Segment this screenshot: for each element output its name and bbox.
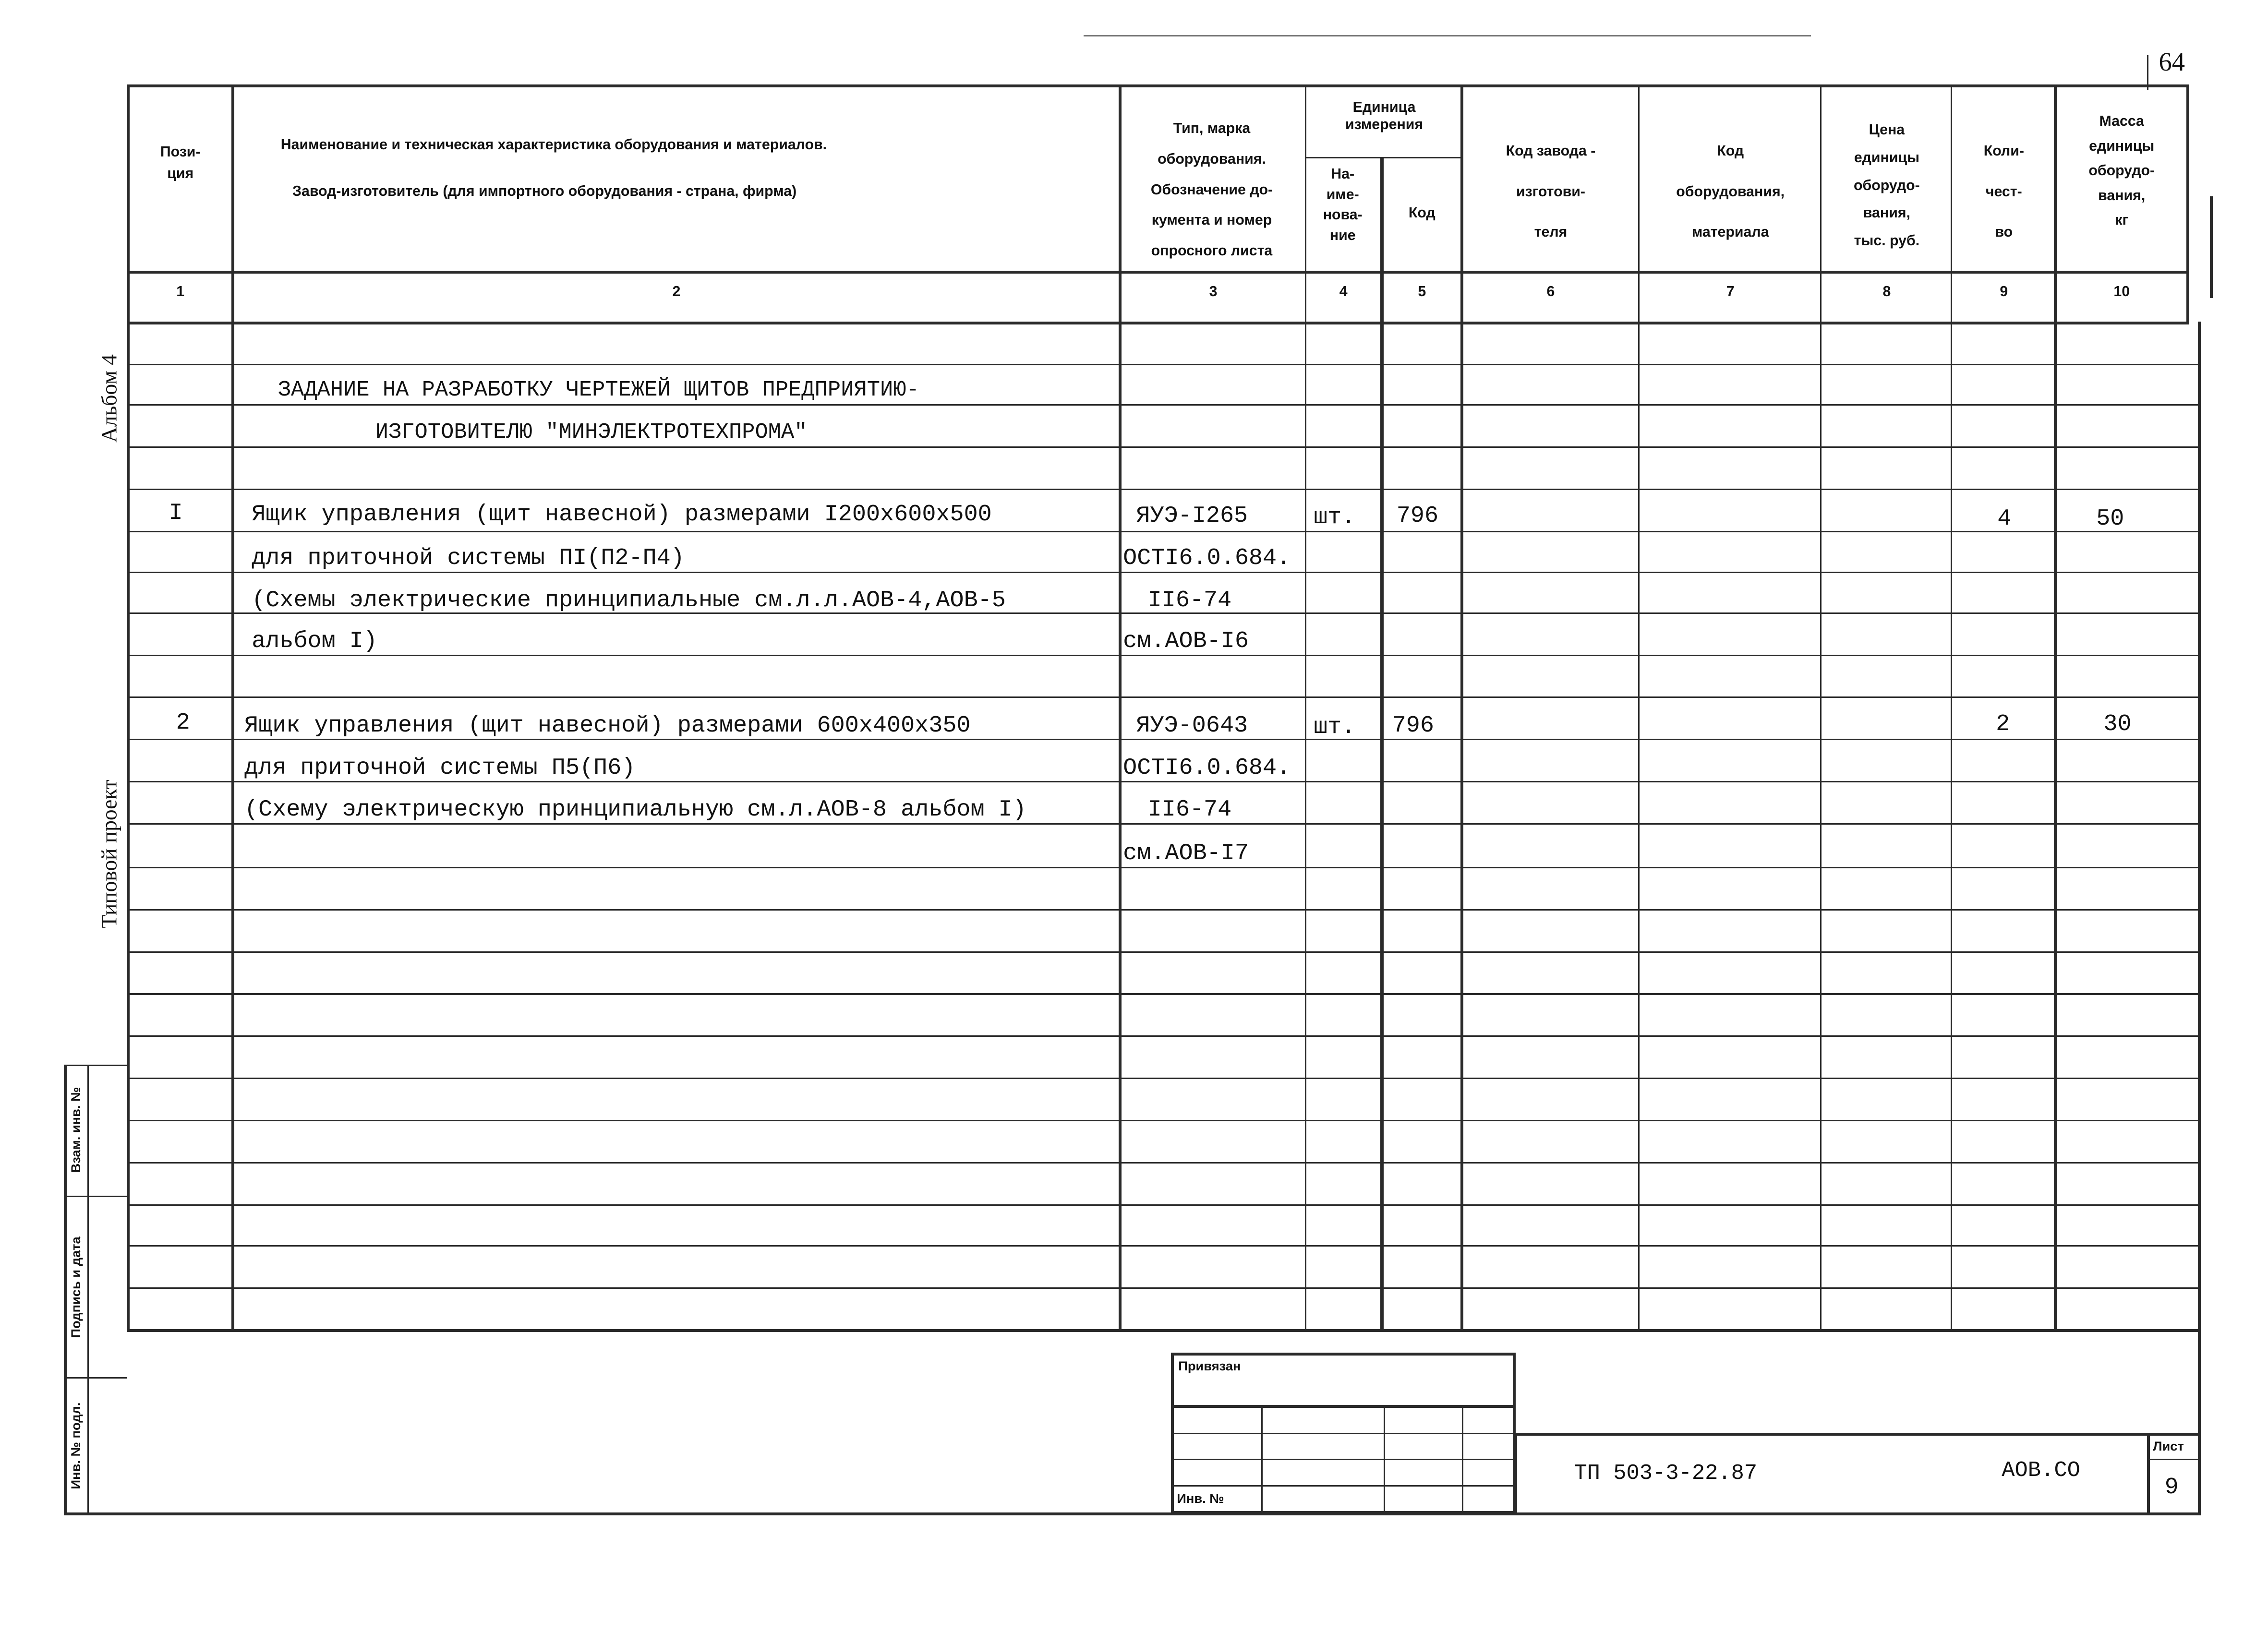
title-block-top bbox=[1514, 1433, 2201, 1436]
stamp-line-3 bbox=[1171, 1459, 1516, 1460]
col-divider-5 bbox=[1460, 84, 1463, 1331]
col-number-4: 4 bbox=[1339, 283, 1348, 300]
table-row-line bbox=[127, 531, 2200, 532]
page-number: 64 bbox=[2159, 47, 2185, 76]
table-row-line bbox=[127, 489, 2200, 490]
stamp-line-2 bbox=[1171, 1433, 1516, 1434]
col-divider-2 bbox=[1119, 84, 1122, 1331]
item-1-type-4: см.АОВ-I6 bbox=[1123, 627, 1249, 654]
number-row-bottom-line bbox=[127, 322, 2188, 324]
frame-bottom-line bbox=[64, 1512, 2201, 1515]
col-divider-4 bbox=[1380, 157, 1383, 1331]
col-number-3: 3 bbox=[1209, 283, 1218, 300]
header-price: Цена единицы оборудо- вания, тыс. руб. bbox=[1854, 122, 1920, 249]
table-row-line bbox=[127, 1287, 2200, 1289]
table-row-line bbox=[127, 1120, 2200, 1121]
item-2-type-4: см.АОВ-I7 bbox=[1123, 840, 1249, 867]
table-row-line bbox=[127, 404, 2200, 406]
table-row-line bbox=[127, 1204, 2200, 1206]
header-equipment-code: Код оборудования, материала bbox=[1676, 143, 1785, 240]
col-divider-1 bbox=[231, 84, 234, 1331]
item-2-mass: 30 bbox=[2103, 710, 2132, 737]
table-row-line bbox=[127, 364, 2200, 365]
stamp-inv-label: Инв. № bbox=[1177, 1490, 1224, 1506]
table-row-line bbox=[127, 446, 2200, 448]
doc-code: ТП 503-3-22.87 bbox=[1574, 1461, 1758, 1486]
stamp-vline-1 bbox=[1261, 1405, 1263, 1512]
header-name-line1: Наименование и техническая характеристика оборудования и материалов. bbox=[280, 136, 827, 153]
stamp-line-1 bbox=[1171, 1405, 1516, 1408]
table-row-line bbox=[127, 993, 2200, 995]
top-fragment-line bbox=[1084, 35, 1811, 36]
table-row-line bbox=[127, 867, 2200, 868]
item-1-type-1: ЯУЭ-I265 bbox=[1136, 503, 1248, 529]
right-margin-mark bbox=[2210, 196, 2213, 298]
header-position: Пози- ция bbox=[160, 144, 201, 182]
col-divider-7 bbox=[1820, 84, 1822, 1331]
item-1-desc-2: для приточной системы ПI(П2-П4) bbox=[252, 545, 685, 572]
item-1-position: I bbox=[169, 500, 183, 527]
stamp-line-4 bbox=[1171, 1485, 1516, 1487]
table-row-line bbox=[127, 909, 2200, 911]
col-number-1: 1 bbox=[176, 283, 185, 300]
side-stamp-left-border bbox=[64, 1065, 67, 1514]
header-bottom-line bbox=[127, 271, 2188, 274]
side-stamp-sep-2 bbox=[64, 1377, 126, 1379]
col-divider-6 bbox=[1638, 84, 1640, 1331]
sheet-number: 9 bbox=[2164, 1474, 2179, 1501]
item-1-unit-name: шт. bbox=[1314, 504, 1356, 531]
item-1-desc-1: Ящик управления (щит навесной) размерами I200x600x500 bbox=[252, 501, 992, 528]
item-2-quantity: 2 bbox=[1996, 710, 2010, 737]
item-1-type-3: II6-74 bbox=[1147, 587, 1232, 614]
table-row-line bbox=[127, 951, 2200, 953]
side-label-project: Типовой проект bbox=[97, 779, 121, 928]
side-label-inv-podl: Инв. № подл. bbox=[68, 1402, 83, 1489]
header-factory-code: Код завода - изготови- теля bbox=[1506, 143, 1596, 240]
item-1-desc-3: (Схемы электрические принципиальные см.л.л.АОВ-4,АОВ-5 bbox=[252, 587, 1006, 614]
table-row-line bbox=[127, 1245, 2200, 1247]
table-row-line bbox=[127, 572, 2200, 573]
side-stamp-divider bbox=[87, 1065, 89, 1514]
table-row-line bbox=[127, 1035, 2200, 1037]
stamp-vline-3 bbox=[1462, 1405, 1463, 1512]
table-row-line bbox=[127, 1078, 2200, 1079]
col-number-7: 7 bbox=[1726, 283, 1735, 300]
item-2-desc-1: Ящик управления (щит навесной) размерами 600x400x350 bbox=[244, 712, 971, 739]
item-2-position: 2 bbox=[176, 709, 190, 736]
side-label-sign-date: Подпись и дата bbox=[68, 1236, 83, 1338]
table-bottom-line bbox=[127, 1329, 2200, 1332]
section-title-line2: ИЗГОТОВИТЕЛЮ "МИНЭЛЕКТРОТЕХПРОМА" bbox=[375, 419, 808, 444]
header-mass: Масса единицы оборудо- вания, кг bbox=[2088, 113, 2155, 228]
item-1-unit-code: 796 bbox=[1396, 503, 1439, 529]
item-2-type-1: ЯУЭ-0643 bbox=[1136, 712, 1248, 739]
header-quantity: Коли- чест- во bbox=[1983, 143, 2024, 240]
table-top-border bbox=[127, 84, 2188, 87]
col-number-5: 5 bbox=[1418, 283, 1426, 300]
sheet-box-left bbox=[2147, 1433, 2150, 1514]
item-2-type-2: ОСТI6.0.684. bbox=[1123, 754, 1291, 781]
item-1-mass: 50 bbox=[2096, 505, 2124, 532]
side-stamp-sep-1 bbox=[64, 1196, 126, 1197]
sheet-box-divider bbox=[2147, 1459, 2199, 1460]
stamp-vline-2 bbox=[1384, 1405, 1385, 1512]
col-number-9: 9 bbox=[2000, 283, 2008, 300]
table-row-line bbox=[127, 1162, 2200, 1164]
item-2-desc-2: для приточной системы П5(П6) bbox=[244, 754, 636, 781]
item-1-quantity: 4 bbox=[1997, 505, 2012, 532]
title-block-left bbox=[1514, 1433, 1517, 1514]
stamp-privyazan-label: Привязан bbox=[1178, 1358, 1241, 1374]
item-2-type-3: II6-74 bbox=[1147, 796, 1232, 823]
sheet-code: АОВ.СО bbox=[2002, 1458, 2080, 1483]
table-right-border-top bbox=[2186, 84, 2189, 324]
table-row-line bbox=[127, 823, 2200, 825]
frame-right-border bbox=[2198, 322, 2201, 1514]
table-row-line bbox=[127, 655, 2200, 656]
col-number-8: 8 bbox=[1882, 283, 1891, 300]
side-stamp-top bbox=[64, 1065, 126, 1066]
table-row-line bbox=[127, 781, 2200, 782]
item-2-unit-name: шт. bbox=[1314, 713, 1356, 740]
item-1-desc-4: альбом I) bbox=[252, 627, 377, 654]
item-1-type-2: ОСТI6.0.684. bbox=[1123, 545, 1291, 572]
header-unit-code: Код bbox=[1408, 205, 1436, 221]
side-label-inv-vzam: Взам. инв. № bbox=[68, 1087, 83, 1173]
header-unit-group: Единица измерения bbox=[1345, 99, 1424, 133]
header-unit-name: На- име- нова- ние bbox=[1323, 166, 1363, 243]
side-label-album: Альбом 4 bbox=[97, 354, 121, 443]
header-name-line2: Завод-изготовитель (для импортного оборудования - страна, фирма) bbox=[292, 183, 797, 199]
table-row-line bbox=[127, 739, 2200, 740]
col-divider-3 bbox=[1305, 84, 1306, 1331]
section-title-line1: ЗАДАНИЕ НА РАЗРАБОТКУ ЧЕРТЕЖЕЙ ЩИТОВ ПРЕДПРИЯТИЮ- bbox=[277, 377, 919, 402]
col-divider-9 bbox=[2054, 84, 2057, 1331]
item-2-desc-3: (Схему электрическую принципиальную см.л.АОВ-8 альбом I) bbox=[244, 796, 1026, 823]
col-number-6: 6 bbox=[1546, 283, 1555, 300]
col-number-2: 2 bbox=[672, 283, 681, 300]
item-2-unit-code: 796 bbox=[1392, 712, 1434, 739]
table-row-line bbox=[127, 696, 2200, 698]
col-number-10: 10 bbox=[2113, 283, 2130, 300]
sheet-label: Лист bbox=[2153, 1438, 2184, 1453]
col-divider-8 bbox=[1951, 84, 1952, 1331]
header-type-mark: Тип, марка оборудования. Обозначение до- кумента и номер опросного листа bbox=[1150, 120, 1273, 259]
